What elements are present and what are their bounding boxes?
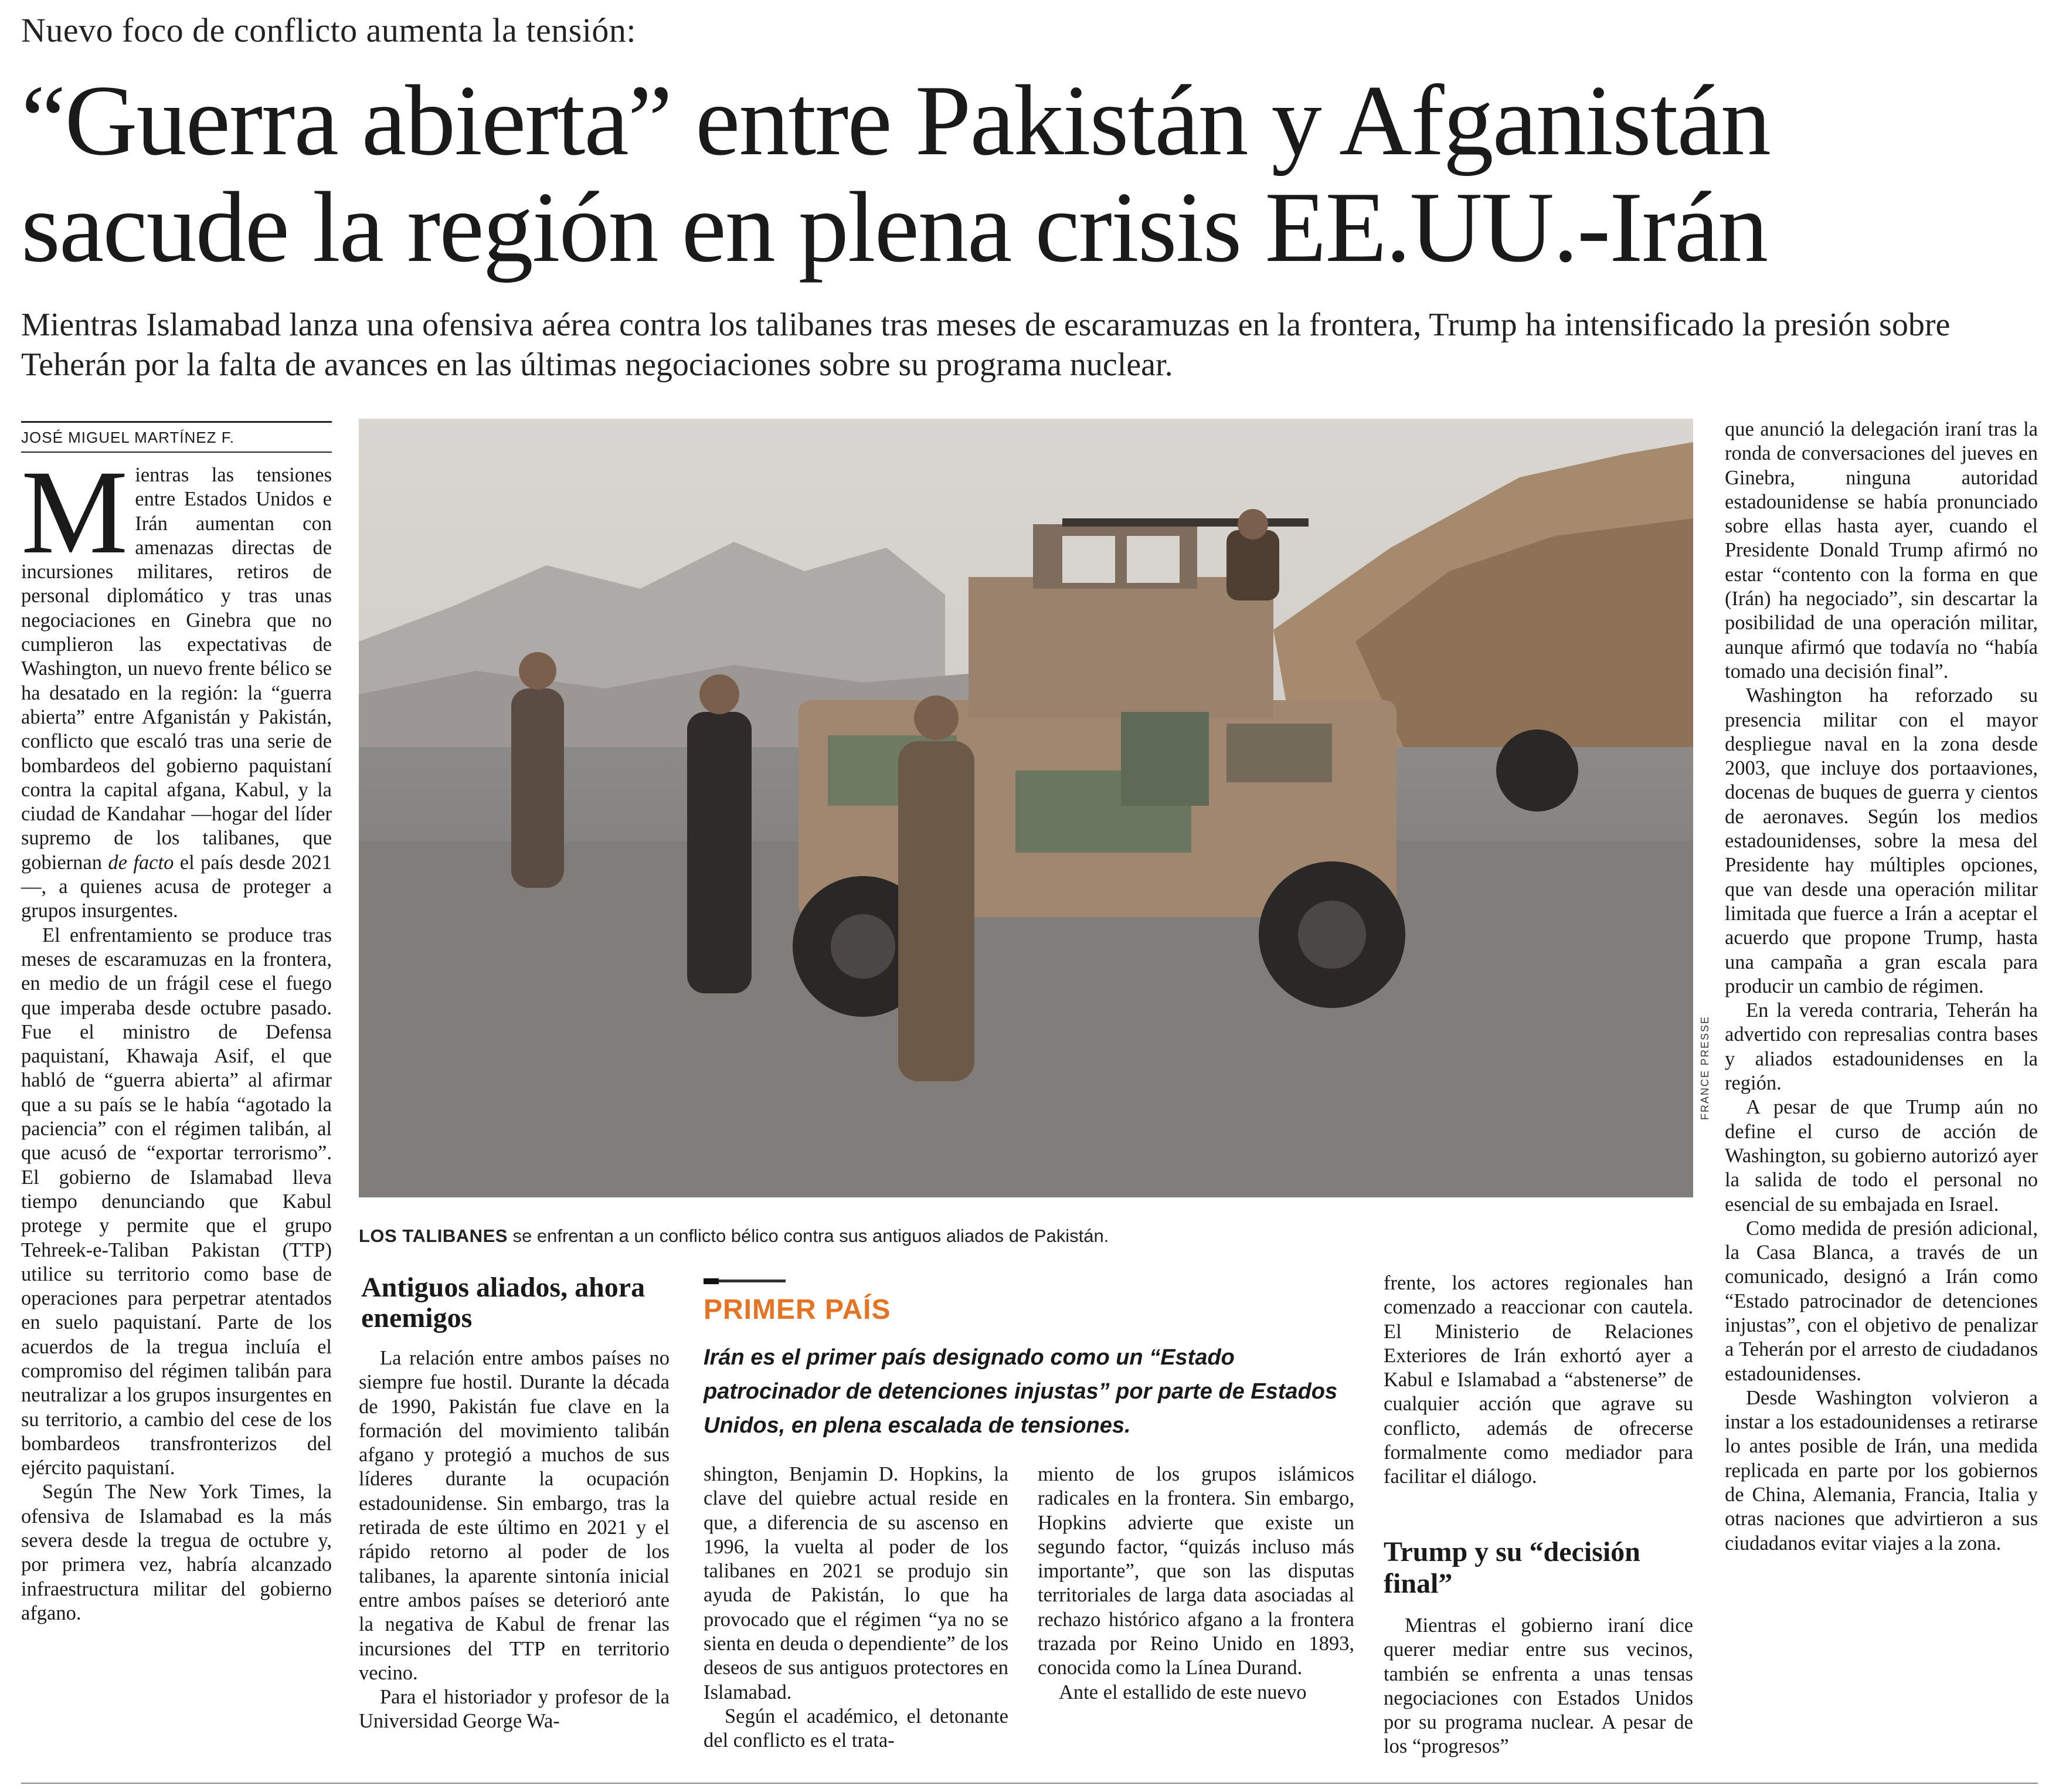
caption-lead: LOS TALIBANES xyxy=(359,1226,508,1246)
kicker: Nuevo foco de conflicto aumenta la tensión: xyxy=(21,11,637,49)
byline: JOSÉ MIGUEL MARTÍNEZ F. xyxy=(21,421,332,453)
article-column-5-top xyxy=(1384,1271,1693,1489)
col4-paragraph-1: miento de los grupos islámicos radicales en la frontera. Sin embargo, Hopkins advierte que existe un segundo factor, “quizás incluso más importante”, que son las disputas territoriales de larga data asociadas al rechazo histórico afgano a la frontera trazada por Reino Unido en 1893, conocida como la Línea Durand. xyxy=(1038,1463,1354,1679)
headline-line-2: sacude la región en plena crisis EE.UU.-Irán xyxy=(21,172,1768,283)
col6-paragraph-3: A pesar de que Trump aún no define el curso de acción de Washington, su gobierno autorizó ayer la salida de todo el personal no esencial de su embajada en Israel. xyxy=(1725,1096,2038,1216)
section-heading-trump: Trump y su “decisión final” xyxy=(1384,1536,1640,1599)
box-label: PRIMER PAÍS xyxy=(704,1294,891,1325)
col5-paragraph-1: Mientras el gobierno iraní dice querer mediar entre sus vecinos, también se enfrenta a unas tensas negociaciones con Estados Unidos por su programa nuclear. A pesar de los “progresos” xyxy=(1384,1614,1693,1758)
col3-paragraph-1: shington, Benjamin D. Hopkins, la clave del quiebre actual reside en que, a diferencia de su ascenso en 1996, la vuelta al poder de los talibanes en 2021 se produjo sin ayuda de Pakistán, lo que ha provocado que el régimen “ya no se sienta en deuda o dependiente” de los deseos de sus antiguos protectores en Islamabad. xyxy=(704,1463,1008,1703)
headline-line-1: “Guerra abierta” entre Pakistán y Afganistán xyxy=(21,65,1770,177)
news-photo xyxy=(359,419,1693,1197)
section-heading-allies: Antiguos aliados, ahora enemigos xyxy=(361,1272,645,1333)
photo-caption xyxy=(359,1226,1693,1247)
article-column-1 xyxy=(21,446,332,1625)
box-text: Irán es el primer país designado como un “Estado patrocinador de detenciones injustas” por parte de Estados Unidos, en plena escalada de tensiones. xyxy=(704,1345,1338,1438)
col6-paragraph-5: Desde Washington volvieron a instar a los estadounidenses a retirarse lo antes posible de Irán, una medida replicada en parte por los gobiernos de China, Alemania, Francia, Italia y otras naciones que advirtieron a sus ciudadanos evitar viajes a la zona. xyxy=(1725,1386,2038,1555)
col2-paragraph-2: Para el historiador y profesor de la Universidad George Wa- xyxy=(359,1686,670,1733)
article-column-4 xyxy=(1038,1462,1354,1705)
col4-paragraph-2: Ante el estallido de este nuevo xyxy=(1059,1681,1307,1703)
col1-paragraph-2: El enfrentamiento se produce tras meses de escaramuzas en la frontera, en medio de un frágil cese el fuego que imperaba desde octubre pasado. Fue el ministro de Defensa paquistaní, Khawaja Asif, el que habló de “guerra abierta” al afirmar que a su país se le había “agotado la paciencia” con el régimen talibán, al que acusó de “exportar terrorismo”. El gobierno de Islamabad lleva tiempo denunciando que Kabul protege y permite que el grupo Tehreek-e-Taliban Pakistan (TTP) utilice su territorio como base de operaciones para perpetrar atentados en suelo paquistaní. Parte de los acuerdos de la tregua incluía el compromiso del régimen talibán para neutralizar a los grupos insurgentes en su territorio, a cambio del cese de los bombardeos transfronterizos del ejército paquistaní. xyxy=(21,924,332,1479)
box-rule-marker xyxy=(704,1278,719,1284)
col1-p1-end: el país desde 2021—, a quienes acusa de proteger a grupos insurgentes. xyxy=(21,851,332,922)
col1-p1-italic: de facto xyxy=(108,851,174,874)
col5-paragraph-top: frente, los actores regionales han comenzado a reaccionar con cautela. El Ministerio de Relaciones Exteriores de Irán exhortó ayer a Kabul e Islamabad a “abstenerse” de cualquier acción que agrave su conflicto, además de ofrecerse formalmente como mediador para facilitar el diálogo. xyxy=(1384,1272,1693,1488)
col2-paragraph-1: La relación entre ambos países no siempre fue hostil. Durante la década de 1990, Pakistán fue clave en la formación del movimiento talibán afgano y protegió a muchos de sus líderes durante la ocupación estadounidense. Sin embargo, tras la retirada de este último en 2021 y el rápido retorno al poder de los talibanes, la aparente sintonía inicial entre ambos países se deterioró ante la negativa de Kabul de frenar las incursiones del TTP en territorio vecino. xyxy=(359,1347,670,1684)
article-column-2 xyxy=(359,1346,670,1734)
col1-paragraph-3: Según The New York Times, la ofensiva de Islamabad es la más severa desde la tregua de octubre y, por primera vez, habría alcanzado infraestructura militar del gobierno afgano. xyxy=(21,1481,332,1624)
drop-cap: M xyxy=(21,446,128,579)
col3-paragraph-2: Según el académico, el detonante del conflicto es el trata- xyxy=(704,1705,1008,1752)
caption-text: se enfrentan a un conflicto bélico contra sus antiguos aliados de Pakistán. xyxy=(507,1226,1109,1246)
article-column-6 xyxy=(1725,418,2038,1556)
col6-paragraph-4: Como medida de presión adicional, la Casa Blanca, a través de un comunicado, designó a Irán como “Estado patrocinador de detenciones injustas”, con el objetivo de penalizar a Teherán por el arresto de ciudadanos estadounidenses. xyxy=(1725,1217,2038,1385)
col6-paragraph-0: que anunció la delegación iraní tras la ronda de conversaciones del jueves en Ginebra, ninguna autoridad estadounidense se había pronunciado sobre ellas hasta ayer, cuando el Presidente Donald Trump afirmó no estar “contento con la forma en que (Irán) ha negociado”, sin descartar la posibilidad de una operación militar, aunque afirmó que todavía no “había tomado una decisión final”. xyxy=(1725,418,2038,683)
deck-subtitle: Mientras Islamabad lanza una ofensiva aérea contra los talibanes tras meses de escaramuzas en la frontera, Trump ha intensificado la presión sobre Teherán por la falta de avances en las últimas negociaciones sobre su programa nuclear. xyxy=(21,307,1951,383)
col6-paragraph-2: En la vereda contraria, Teherán ha advertido con represalias contra bases y aliados estadounidenses en la región. xyxy=(1725,999,2038,1095)
photo-credit: FRANCE PRESSE xyxy=(1699,1015,1711,1120)
article-column-5 xyxy=(1384,1614,1693,1759)
col1-p1-start: ientras las tensiones entre Estados Unidos e Irán aumentan con amenazas directas de incursiones militares, retiros de personal diplomático y tras unas negociaciones en Ginebra que no cumplieron las expectativas de Washington, un nuevo frente bélico se ha desatado en la región: la “guerra abierta” entre Afganistán y Pakistán, conflicto que escaló tras una serie de bombardeos del gobierno paquistaní contra la capital afgana, Kabul, y la ciudad de Kandahar —hogar del líder supremo de los talibanes, que gobiernan xyxy=(21,464,332,874)
article-column-3 xyxy=(704,1462,1008,1753)
footer-rule xyxy=(21,1783,2038,1784)
col6-paragraph-1: Washington ha reforzado su presencia militar con el mayor despliegue naval en la zona desde 2003, que incluye dos portaaviones, docenas de buques de guerra y cientos de aeronaves. Según los medios estadounidenses, sobre la mesa del Presidente hay múltiples opciones, que van desde una operación militar limitada que fuerce a Irán a aceptar el acuerdo que propone Trump, hasta una campaña a gran escala para producir un cambio de régimen. xyxy=(1725,684,2038,997)
